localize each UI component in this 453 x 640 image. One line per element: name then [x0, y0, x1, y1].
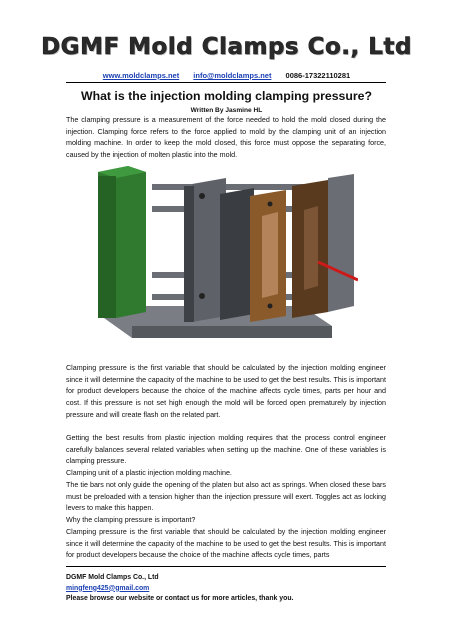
article-byline: Written By Jasmine HL: [190, 107, 263, 114]
contact-line: [0, 71, 453, 80]
company-logo: DGMF Mold Clamps Co., Ltd: [41, 34, 412, 60]
body-paragraph-1: Clamping pressure is the first variable that should be calculated by the injection molding engineer since it will determine the capacity of the machine to be used to get the best results. This is important for product developers because the choice of the machine affects cycle times, parts per hour and cost. If this pressure is not set high enough the mold will be forced open prematurely by injection pressure and will create flash on the related part.: [66, 364, 386, 419]
intro-paragraph: The clamping pressure is a measurement of the force needed to hold the mold closed during the injection. Clamping force refers to the force applied to mold by the clamping unit of an injection molding machine. In order to keep the mold closed, this force must oppose the separating force, caused by the injection of molten plastic into the mold.: [66, 116, 386, 160]
clamping-unit-illustration: [92, 166, 358, 356]
header-divider: [66, 82, 386, 83]
body-paragraph-3: Clamping unit of a plastic injection molding machine.: [66, 469, 232, 477]
footer-note: Please browse our website or contact us for more articles, thank you.: [66, 595, 294, 602]
footer-email-link[interactable]: mingfeng425@gmail.com: [66, 584, 150, 592]
footer-company: DGMF Mold Clamps Co., Ltd: [66, 574, 159, 581]
article-title: What is the injection molding clamping pressure?: [80, 89, 373, 103]
footer-divider: [66, 566, 386, 567]
website-link[interactable]: www.moldclamps.net: [102, 71, 180, 80]
email-link[interactable]: info@moldclamps.net: [193, 71, 272, 80]
body-paragraph-5: Clamping pressure is the first variable that should be calculated by the injection molding engineer since it will determine the capacity of the machine to be used to get the best results. This is important for product developers because the choice of the machine affects cycle times, parts: [66, 528, 386, 560]
section-question: Why the clamping pressure is important?: [66, 516, 196, 524]
body-paragraph-2: Getting the best results from plastic injection molding requires that the process control engineer carefully balances several related variables when setting up the machine. One of these variables is clamping pressure.: [66, 434, 386, 466]
phone-number: 0086-17322110281: [285, 71, 351, 80]
page-footer: [66, 573, 386, 605]
body-paragraph-4: The tie bars not only guide the opening of the platen but also act as springs. When closed these bars must be preloaded with a tension higher than the injection pressure will exert. Toggles act as locking levers to make this happen.: [66, 481, 386, 513]
